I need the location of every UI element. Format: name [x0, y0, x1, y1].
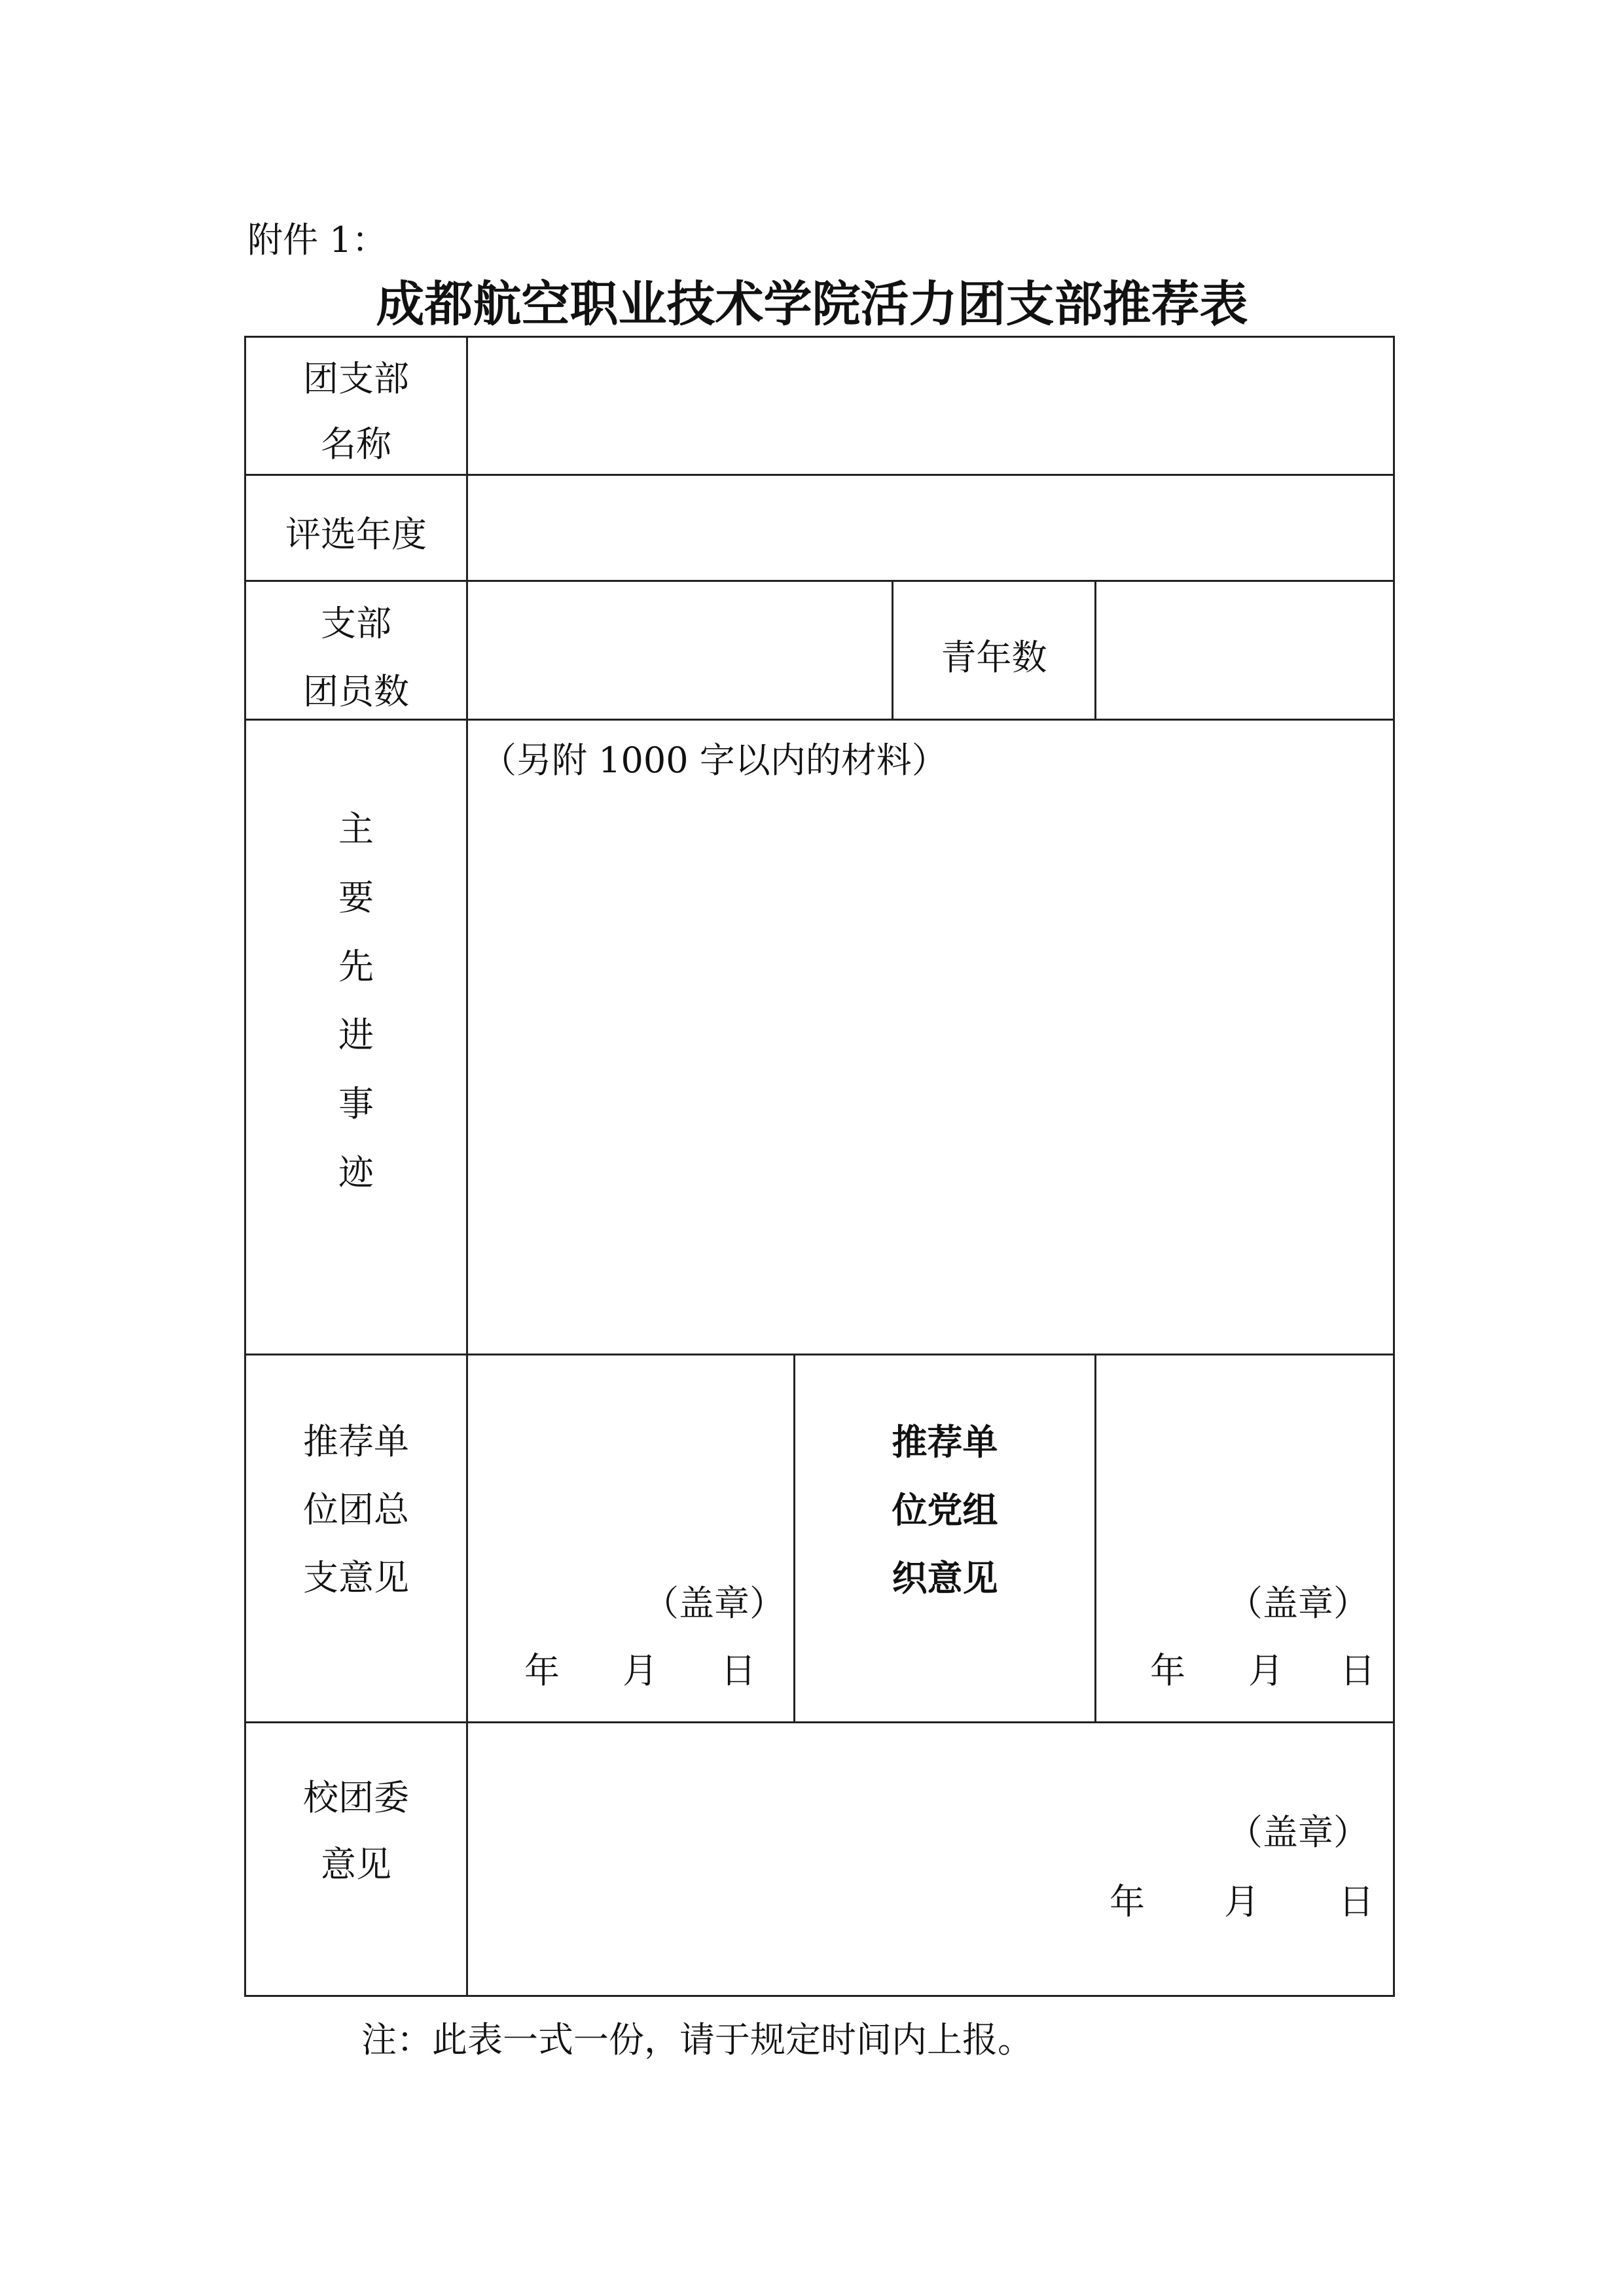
youth-count-field[interactable]: [1096, 582, 1393, 719]
school-opinion-label-line2: 意见: [321, 1844, 391, 1885]
members-label-line1: 支部: [321, 603, 391, 644]
date-month: 月: [623, 1650, 658, 1691]
branch-name-label-line2: 名称: [321, 423, 391, 465]
party-opinion-field[interactable]: [1096, 1355, 1393, 1721]
members-label-line2: 团员数: [303, 671, 409, 712]
footnote: 注：此表一式一份，请于规定时间内上报。: [361, 2019, 1033, 2060]
league-opinion-label: [246, 1421, 466, 1598]
deeds-label-char: 进: [338, 1014, 374, 1056]
page-title: 成都航空职业技术学院活力团支部推荐表: [376, 276, 1248, 332]
league-opinion-field[interactable]: [468, 1355, 793, 1721]
deeds-label-char: 要: [338, 877, 374, 918]
deeds-label-char: 主: [338, 808, 374, 850]
deeds-label-char: 事: [338, 1083, 374, 1124]
date-month: 月: [1248, 1650, 1284, 1691]
deeds-label-char: 迹: [338, 1152, 374, 1193]
deeds-hint: （另附 1000 字以内的材料）: [481, 740, 947, 781]
date-year: 年: [1110, 1881, 1145, 1922]
deeds-field[interactable]: [468, 721, 1393, 1354]
branch-name-field[interactable]: [468, 338, 1393, 474]
date-month: 月: [1224, 1881, 1259, 1922]
year-field[interactable]: [468, 476, 1393, 580]
attachment-label: 附件 1：: [247, 219, 388, 260]
date-day: 日: [1339, 1881, 1374, 1922]
seal-text: （盖章）: [1227, 1812, 1369, 1853]
branch-name-label-line1: 团支部: [303, 358, 409, 399]
party-opinion-label-line: 织意见: [892, 1557, 998, 1599]
date-year: 年: [1150, 1650, 1185, 1691]
date-year: 年: [524, 1650, 560, 1691]
league-opinion-label-line: 推荐单: [303, 1421, 409, 1462]
date-day: 日: [721, 1650, 756, 1691]
date-day: 日: [1340, 1650, 1375, 1691]
youth-count-label: 青年数: [941, 637, 1047, 678]
seal-text: （盖章）: [643, 1583, 785, 1624]
league-opinion-label-line: 位团总: [303, 1489, 409, 1530]
table-border-right: [1393, 336, 1395, 1997]
party-opinion-label: [795, 1421, 1094, 1599]
table-border-bottom: [244, 1995, 1395, 1997]
party-opinion-label-line: 位党组: [892, 1489, 998, 1531]
members-count-field[interactable]: [468, 582, 892, 719]
deeds-label: [246, 808, 466, 1193]
school-opinion-field[interactable]: [468, 1723, 1393, 1995]
league-opinion-label-line: 支意见: [303, 1557, 409, 1598]
party-opinion-label-line: 推荐单: [892, 1421, 998, 1463]
school-opinion-label-line1: 校团委: [303, 1777, 409, 1818]
seal-text: （盖章）: [1227, 1583, 1369, 1624]
year-label: 评选年度: [285, 514, 427, 555]
deeds-label-char: 先: [338, 946, 374, 987]
